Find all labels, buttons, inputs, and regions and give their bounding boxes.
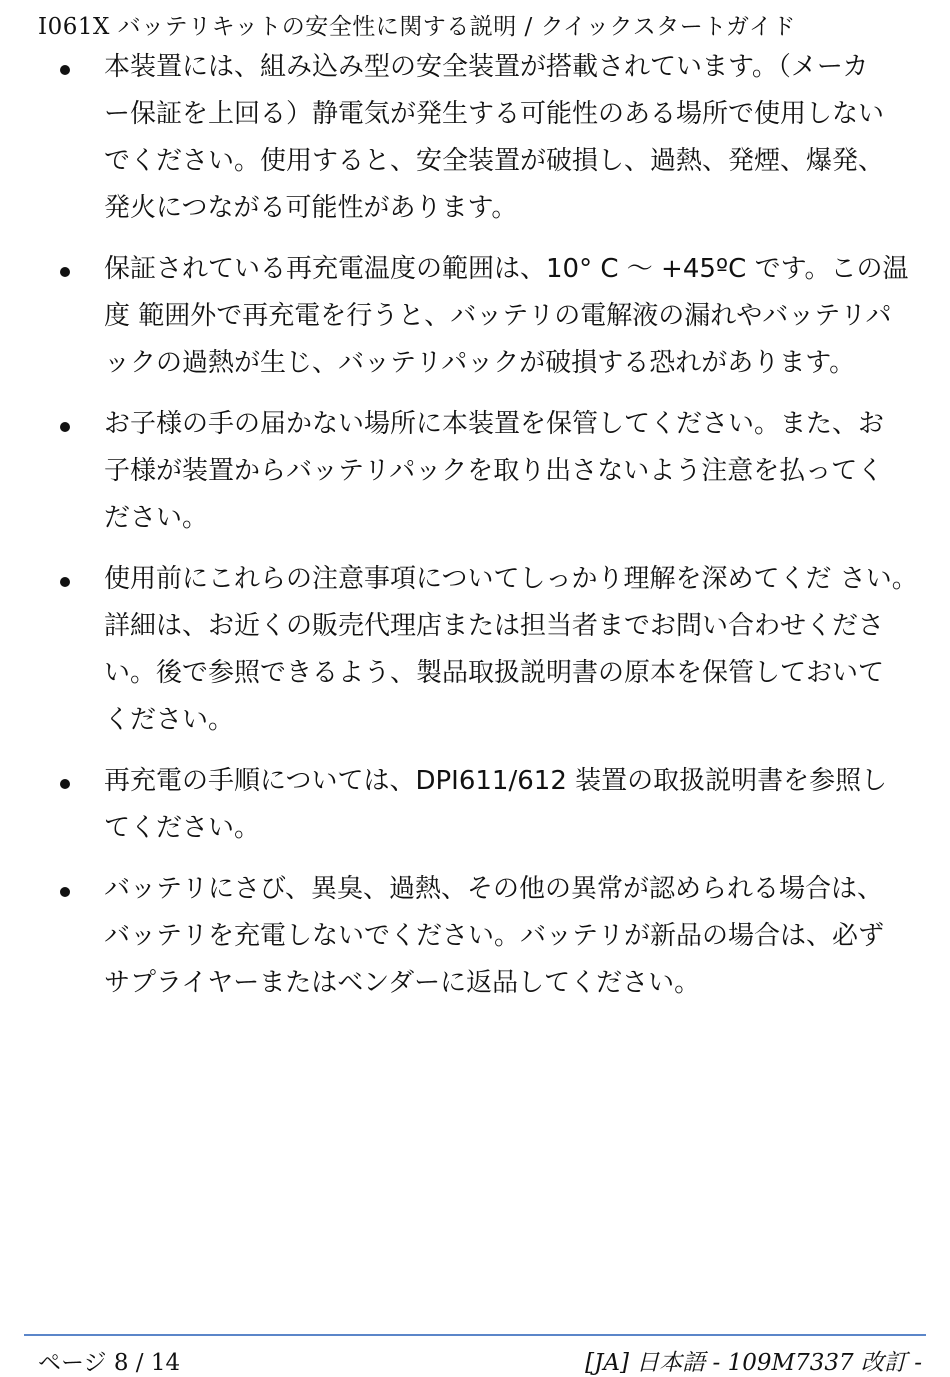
bullet-line: 本装置には、組み込み型の安全装置が搭載されています。（メーカ <box>104 52 869 82</box>
bullet-item <box>0 866 950 1007</box>
bullet-line: ください。 <box>104 705 235 735</box>
document-header: I061X バッテリキットの安全性に関する説明 / クイックスタートガイド <box>38 14 796 40</box>
bullet-line: ださい。 <box>104 503 209 533</box>
bullet-text <box>104 246 909 387</box>
bullet-line: ックの過熱が生じ、バッテリパックが破損する恐れがあります。 <box>104 348 856 378</box>
bullet-line: 詳細は、お近くの販売代理店または担当者までお問い合わせくださ <box>104 611 885 641</box>
bullet-line: 保証されている再充電温度の範囲は、10° C ～ +45ºC です。この温 <box>104 254 909 284</box>
bullet-line: 発火につながる可能性があります。 <box>104 193 518 223</box>
bullet-item <box>0 556 950 744</box>
bullet-item <box>0 401 950 542</box>
bullet-line: 再充電の手順については、DPI611/612 装置の取扱説明書を参照し <box>104 766 888 796</box>
bullet-dot-icon <box>60 779 70 789</box>
bullet-line: 度 範囲外で再充電を行うと、バッテリの電解液の漏れやバッテリパ <box>104 301 892 331</box>
bullet-dot-icon <box>60 422 70 432</box>
bullet-text <box>104 44 904 232</box>
bullet-dot-icon <box>60 65 70 75</box>
bullet-dot-icon <box>60 577 70 587</box>
page-number: ページ 8 / 14 <box>38 1350 181 1376</box>
bullet-item <box>0 758 950 852</box>
bullet-text <box>104 556 918 744</box>
bullet-item <box>0 246 950 387</box>
bullet-dot-icon <box>60 887 70 897</box>
bullet-line: ー保証を上回る）静電気が発生する可能性のある場所で使用しない <box>104 99 885 129</box>
bullet-line: い。後で参照できるよう、製品取扱説明書の原本を保管しておいて <box>104 658 885 688</box>
bullet-line: バッテリにさび、異臭、過熱、その他の異常が認められる場合は、 <box>104 874 883 904</box>
bullet-text <box>104 758 904 852</box>
bullet-line: バッテリを充電しないでください。バッテリが新品の場合は、必ず <box>104 921 885 951</box>
bullet-line: てください。 <box>104 813 261 843</box>
bullet-line: サプライヤーまたはベンダーに返品してください。 <box>104 968 701 998</box>
footer-divider <box>24 1334 926 1336</box>
bullet-text <box>104 401 904 542</box>
bullet-item <box>0 44 950 232</box>
bullet-line: 子様が装置からバッテリパックを取り出さないよう注意を払ってく <box>104 456 884 486</box>
bullet-line: お子様の手の届かない場所に本装置を保管してください。また、お <box>104 409 885 439</box>
document-info: [JA] 日本語 - 109M7337 改訂 - <box>585 1350 922 1376</box>
bullet-line: 使用前にこれらの注意事項についてしっかり理解を深めてくだ さい。 <box>104 564 918 594</box>
bullet-line: でください。使用すると、安全装置が破損し、過熱、発煙、爆発、 <box>104 146 885 176</box>
safety-bullet-list <box>0 44 950 1021</box>
bullet-text <box>104 866 904 1007</box>
bullet-dot-icon <box>60 267 70 277</box>
